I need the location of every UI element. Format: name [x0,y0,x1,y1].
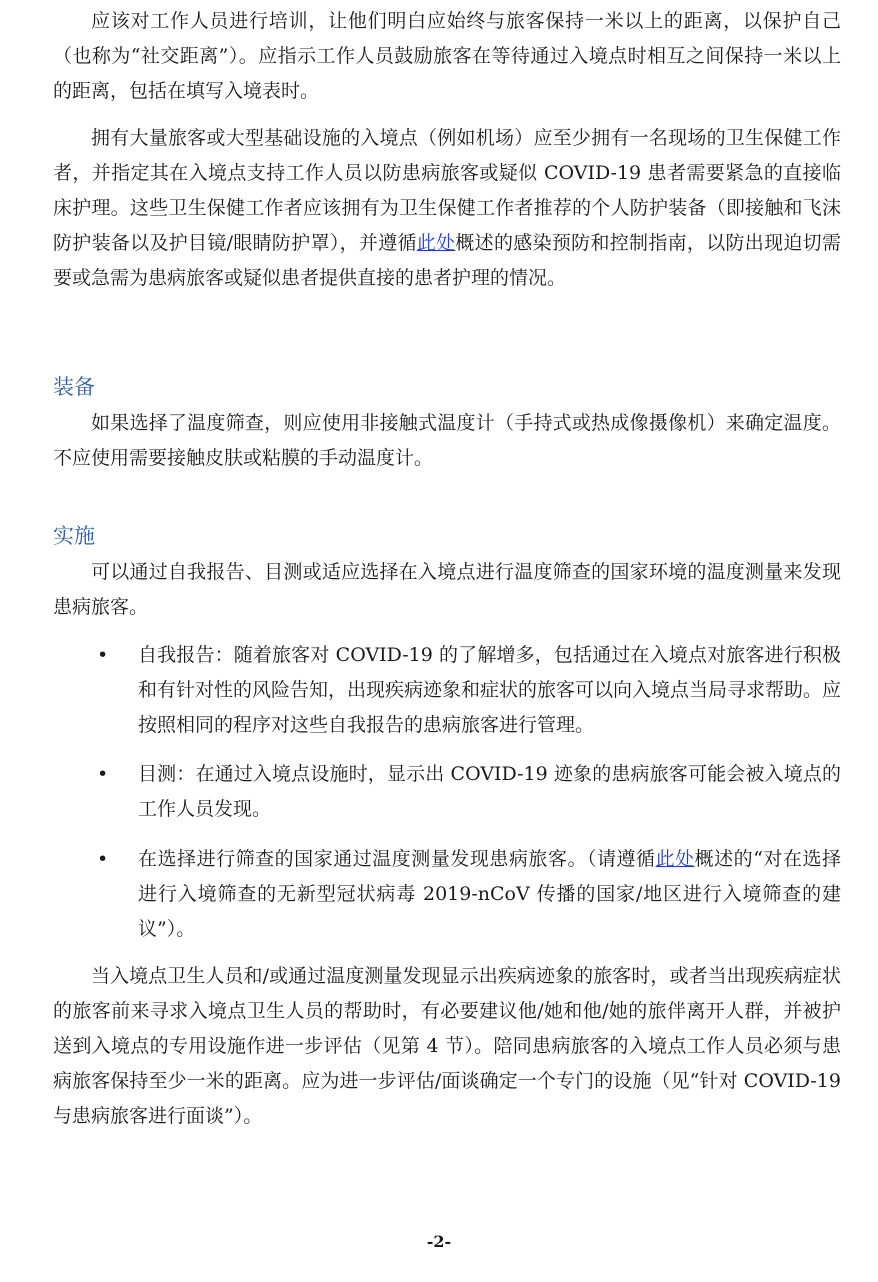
list-item-text-end: 概述的“对在选择进行入境筛查的无新型冠状病毒 2019-nCoV 传播的国家/地区进行入境筛查的建议”）。 [138,848,841,940]
list-item-text-start: 在选择进行筛查的国家通过温度测量发现患病旅客。（请遵循 [138,848,656,870]
bullet-icon: • [97,644,109,666]
page-number: -2- [426,1232,452,1251]
list-item-text: 目测：在通过入境点设施时，显示出 COVID-19 迹象的患病旅客可能会被入境点的工作人员发现。 [138,763,841,820]
paragraph-implementation-intro: 可以通过自我报告、目测或适应选择在入境点进行温度筛查的国家环境的温度测量来发现患病旅客。 [53,561,841,618]
list-item-text: 自我报告：随着旅客对 COVID-19 的了解增多，包括通过在入境点对旅客进行积极和有针对性的风险告知，出现疾病迹象和症状的旅客可以向入境点当局寻求帮助。应按照相同的程序对这些自我报告的患病旅客进行管理。 [138,644,842,736]
paragraph-health-workers [53,121,841,296]
entry-screening-link[interactable]: 此处 [655,848,695,870]
paragraph-staff-training: 应该对工作人员进行培训，让他们明白应始终与旅客保持一米以上的距离，以保护自己（也称为“社交距离”）。应指示工作人员鼓励旅客在等待通过入境点时相互之间保持一米以上的距离，包括在填写入境表时。 [53,10,841,102]
section-heading-equipment: 装备 [53,375,95,399]
list-item-visual-observation [53,757,841,827]
detection-methods-list [53,638,841,743]
bullet-icon: • [97,763,109,785]
list-item-self-report [53,638,841,743]
list-item-temperature-measurement [53,842,841,947]
ipc-guidance-link[interactable]: 此处 [416,232,456,254]
paragraph-isolation-procedure: 当入境点卫生人员和/或通过温度测量发现显示出疾病迹象的旅客时，或者当出现疾病症状的旅客前来寻求入境点卫生人员的帮助时，有必要建议他/她和他/她的旅伴离开人群，并被护送到入境点的专用设施作进一步评估（见第 4 节）。陪同患病旅客的入境点工作人员必须与患病旅客保持至少一米的距离。应为进一步评估/面谈确定一个专门的设施（见“针对 COVID-19 与患病旅客进行面谈”）。 [53,965,841,1127]
section-heading-implementation: 实施 [53,524,95,548]
paragraph-health-workers-text: 拥有大量旅客或大型基础设施的入境点（例如机场）应至少拥有一名现场的卫生保健工作者，并指定其在入境点支持工作人员以防患病旅客或疑似 COVID-19 患者需要紧急的直接临床护理。这些卫生保健工作者应该拥有为卫生保健工作者推荐的个人防护装备（即接触和飞沫防护装备以及护目镜/眼睛防护罩），并遵循 [53,127,841,254]
paragraph-health-workers-text-end: 概述的感染预防和控制指南，以防出现迫切需要或急需为患病旅客或疑似患者提供直接的患者护理的情况。 [53,232,841,289]
detection-methods-list-2 [53,757,841,827]
paragraph-equipment: 如果选择了温度筛查，则应使用非接触式温度计（手持式或热成像摄像机）来确定温度。不应使用需要接触皮肤或粘膜的手动温度计。 [53,412,841,469]
bullet-icon: • [97,848,109,870]
list-item-text [138,842,841,947]
detection-methods-list-3 [53,842,841,947]
